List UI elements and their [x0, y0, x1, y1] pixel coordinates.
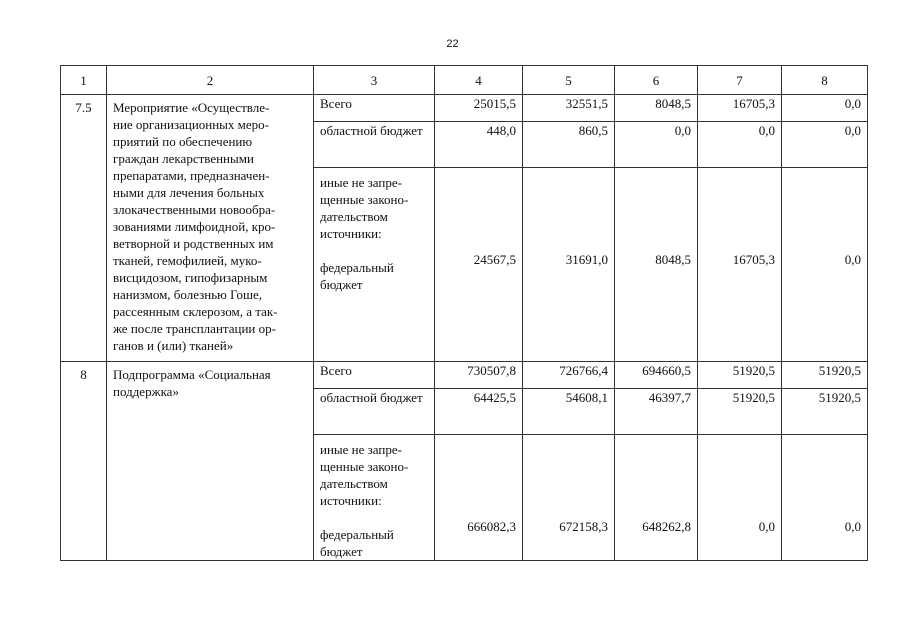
value-cell: 51920,5 [782, 362, 868, 389]
desc-line: ние организационных меро- [113, 117, 269, 132]
value-cell: 448,0 [435, 122, 523, 168]
value-cell: 0,0 [782, 95, 868, 122]
desc-line: ными для лечения больных [113, 185, 265, 200]
value-cell: 672158,3 [523, 435, 615, 561]
row-description [107, 362, 314, 561]
desc-line: поддержка» [113, 384, 179, 399]
desc-line: Подпрограмма «Социальная [113, 367, 271, 382]
source-label: областной бюджет [314, 389, 435, 435]
other-sources-line: источники: [320, 226, 382, 241]
federal-budget-label: федеральный бюджет [320, 527, 394, 559]
column-header: 4 [435, 66, 523, 95]
value-cell: 730507,8 [435, 362, 523, 389]
value-cell: 694660,5 [615, 362, 698, 389]
other-sources-line: иные не запре- [320, 175, 402, 190]
row-description [107, 95, 314, 362]
value-cell: 8048,5 [615, 95, 698, 122]
desc-line: злокачественными новообра- [113, 202, 276, 217]
column-header: 1 [61, 66, 107, 95]
value-cell: 0,0 [782, 122, 868, 168]
column-header: 6 [615, 66, 698, 95]
column-header: 8 [782, 66, 868, 95]
page-number: 22 [446, 38, 459, 50]
desc-line: приятий по обеспечению [113, 134, 253, 149]
value-cell: 648262,8 [615, 435, 698, 561]
other-sources-line: источники: [320, 493, 382, 508]
value-cell: 51920,5 [698, 389, 782, 435]
other-sources-line: щенные законо- [320, 459, 409, 474]
desc-line: граждан лекарственными [113, 151, 254, 166]
value-cell: 16705,3 [698, 168, 782, 362]
value-cell: 64425,5 [435, 389, 523, 435]
value-cell: 46397,7 [615, 389, 698, 435]
desc-line: же после трансплантации ор- [113, 321, 276, 336]
value-cell: 0,0 [782, 168, 868, 362]
source-label: областной бюджет [314, 122, 435, 168]
other-sources-line: дательством [320, 209, 388, 224]
value-cell: 0,0 [698, 435, 782, 561]
desc-line: тканей, гемофилией, муко- [113, 253, 262, 268]
value-cell: 16705,3 [698, 95, 782, 122]
row-number: 7.5 [61, 95, 107, 362]
value-cell: 726766,4 [523, 362, 615, 389]
value-cell: 24567,5 [435, 168, 523, 362]
value-cell: 0,0 [782, 435, 868, 561]
value-cell: 666082,3 [435, 435, 523, 561]
value-cell: 0,0 [615, 122, 698, 168]
table-row [61, 95, 868, 122]
desc-line: зованиями лимфоидной, кро- [113, 219, 276, 234]
value-cell: 0,0 [698, 122, 782, 168]
column-header: 2 [107, 66, 314, 95]
value-cell: 8048,5 [615, 168, 698, 362]
value-cell: 51920,5 [782, 389, 868, 435]
desc-line: препаратами, предназначен- [113, 168, 270, 183]
desc-line: ганов и (или) тканей» [113, 338, 234, 353]
other-sources-line: иные не запре- [320, 442, 402, 457]
desc-line: рассеянным склерозом, а так- [113, 304, 278, 319]
value-cell: 54608,1 [523, 389, 615, 435]
row-number: 8 [61, 362, 107, 561]
other-sources-line: щенные законо- [320, 192, 409, 207]
column-header: 3 [314, 66, 435, 95]
value-cell: 31691,0 [523, 168, 615, 362]
source-label [314, 435, 435, 561]
column-header: 7 [698, 66, 782, 95]
desc-line: ветворной и родственных им [113, 236, 274, 251]
source-label: Всего [314, 95, 435, 122]
table-header-row [61, 66, 868, 95]
source-label [314, 168, 435, 362]
desc-line: Мероприятие «Осуществле- [113, 100, 270, 115]
value-cell: 32551,5 [523, 95, 615, 122]
value-cell: 860,5 [523, 122, 615, 168]
desc-line: нанизмом, болезнью Гоше, [113, 287, 263, 302]
value-cell: 25015,5 [435, 95, 523, 122]
table-row [61, 362, 868, 389]
column-header: 5 [523, 66, 615, 95]
source-label: Всего [314, 362, 435, 389]
desc-line: висцидозом, гипофизарным [113, 270, 268, 285]
other-sources-line: дательством [320, 476, 388, 491]
federal-budget-label: федеральный бюджет [320, 260, 394, 292]
budget-table [60, 65, 868, 561]
value-cell: 51920,5 [698, 362, 782, 389]
